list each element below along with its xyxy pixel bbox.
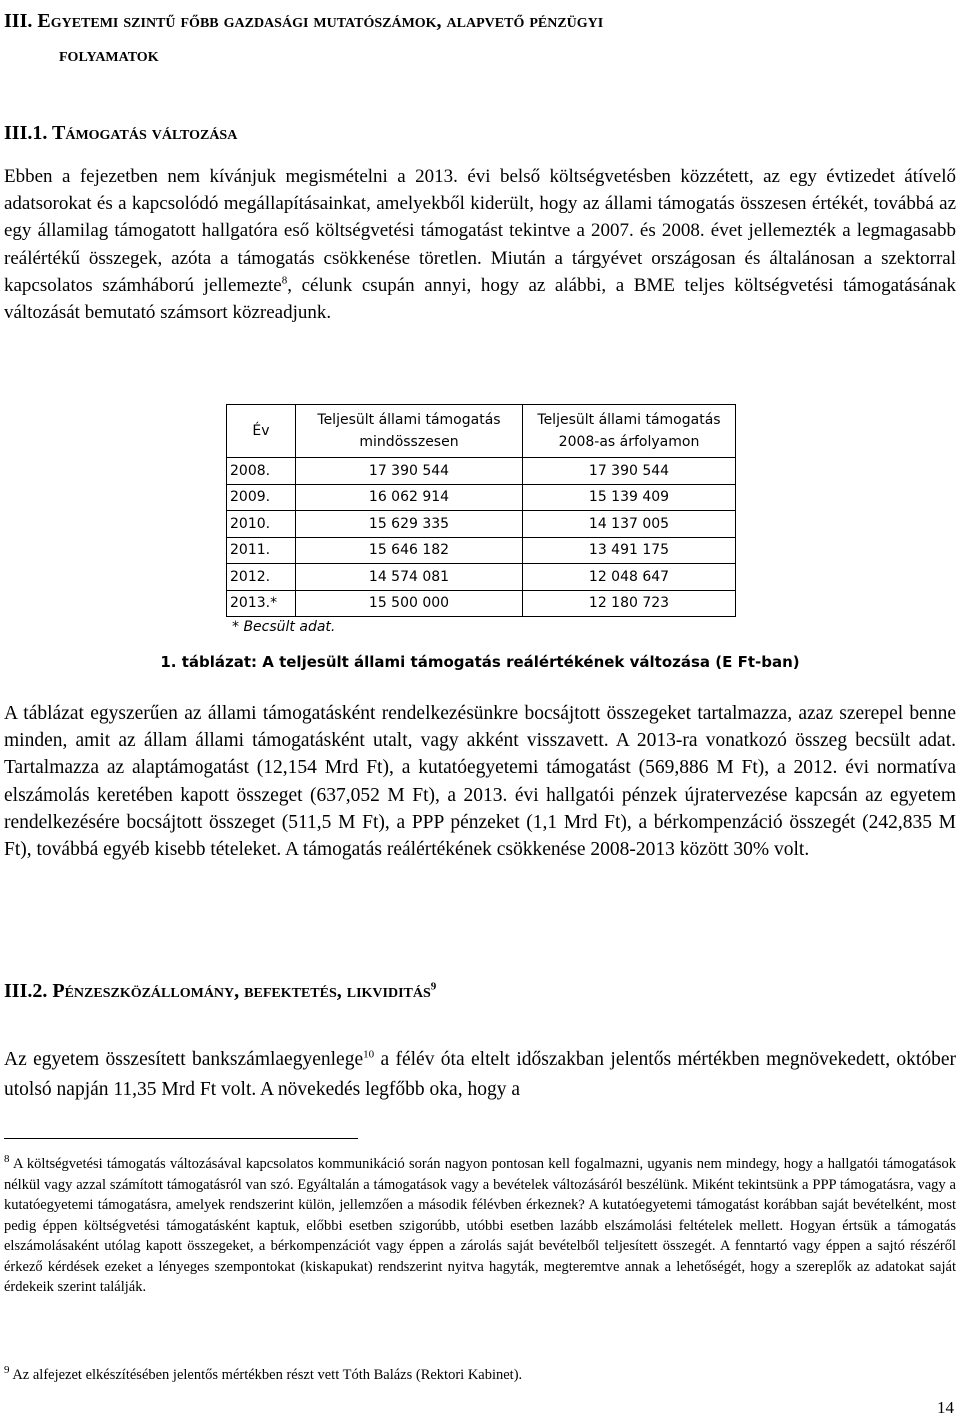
table-cell-real: 17 390 544 [523,458,736,485]
footnote-9-number: 9 [4,1364,10,1377]
table-header-year: Év [227,405,296,458]
table-cell-real: 12 180 723 [523,590,736,617]
table-row [227,511,736,538]
table-row [227,564,736,591]
table-cell-total: 15 629 335 [296,511,523,538]
paragraph-liquidity-part-b: a félév óta eltelt időszakban jelentős mértékben megnövekedett, október utolsó napján 11,35 Mrd Ft volt. A növekedés legfőbb oka, hogy a [4,1049,956,1100]
table-cell-total: 15 646 182 [296,537,523,564]
footnote-ref-8[interactable]: 8 [281,274,288,287]
paragraph-intro-part-c: , célunk csupán annyi, hogy az alábbi, a BME teljes költségvetési támogatásának változását bemutató számsort közreadjunk. [4,274,956,324]
table-cell-real: 15 139 409 [523,484,736,511]
table-row [227,458,736,485]
paragraph-intro-part-a: Ebben a fejezetben nem kívánjuk megismételni a 2013. évi belső költségvetésben közzétett, az egy évtizedet átívelő adatsorokat és a kapcsolódó megállapításainkat, amelyekből kiderült, hogy az állami támogatás összesen értékét, továbbá az egy államilag támogatott hallgatóra eső költségvetési támogatást tekintve a 2007. és 2008. évet jellemezték a legmagasabb reálértékű összegek, azóta a támogatás csökkenése töretlen. [4,166,956,269]
chapter-heading [4,4,944,72]
table-cell-year: 2012. [227,564,296,591]
table-header-row [227,405,736,458]
table-cell-year: 2011. [227,537,296,564]
chapter-heading-line1: III. Egyetemi szintű főbb gazdasági mutatószámok, alapvető pénzügyi [4,10,604,32]
section-heading-3-2-text: III.2. Pénzeszközállomány, befektetés, likviditás [4,980,431,1002]
footnote-9 [4,1365,956,1386]
table-cell-real: 14 137 005 [523,511,736,538]
table-cell-total: 15 500 000 [296,590,523,617]
paragraph-liquidity-part-a: Az egyetem összesített bankszámlaegyenlege [4,1049,364,1070]
footnote-ref-9[interactable]: 9 [430,980,437,993]
section-heading-3-2 [4,980,436,1003]
paragraph-intro [4,163,956,326]
table-header-total: Teljesült állami támogatás mindösszesen [296,405,523,458]
footnote-8-number: 8 [4,1153,10,1166]
table-cell-total: 17 390 544 [296,458,523,485]
table-header-2008-prices: Teljesült állami támogatás 2008-as árfolyamon [523,405,736,458]
paragraph-intro-part-b: Miután a tárgyévet országosan és általánosan a szektorral kapcsolatos számháború jellemezte [4,247,957,296]
table-cell-year: 2009. [227,484,296,511]
table-cell-year: 2010. [227,511,296,538]
section-heading-3-1: III.1. Támogatás változása [4,122,238,144]
footnote-separator [4,1138,358,1139]
table-row [227,590,736,617]
footnote-8 [4,1154,956,1298]
footnote-ref-10[interactable]: 10 [363,1048,375,1061]
support-table-wrapper [226,404,736,617]
footnote-9-text: Az alfejezet elkészítésében jelentős mértékben részt vett Tóth Balázs (Rektori Kabinet). [9,1367,523,1383]
paragraph-table-explanation: A táblázat egyszerűen az állami támogatásként rendelkezésünkre bocsájtott összegeket tartalmazza, azaz szerepel benne minden, amit az állam állami támogatásként utalt, vagy akként visszavett. A 2013-ra vonatkozó összeg becsült adat. Tartalmazza az alaptámogatást (12,154 Mrd Ft), a kutatóegyetemi támogatást (569,886 M Ft), a 2012. évi normatíva elszámolás keretében kapott összeget (637,052 M Ft), a 2013. évi hallgatói pénzek újratervezése kapcsán az egyetem rendelkezésére bocsájtott összeget (511,5 M Ft), a PPP pénzeket (1,1 Mrd Ft), a bérkompenzáció összegét (242,835 M Ft), továbbá egyéb kisebb tételeket. A támogatás reálértékének csökkenése 2008-2013 között 30% volt. [4,703,956,861]
table-row [227,484,736,511]
table-cell-year: 2013.* [227,590,296,617]
footnote-8-text: A költségvetési támogatás változásával kapcsolatos kommunikáció során nagyon pontosan kell fogalmazni, ugyanis nem mindegy, hogy a hallgatói támogatások nélkül vagy azzal számított támogatásról van szó. Egyáltalán a támogatások vagy a bevételek változásáról beszélünk. Miként tekintsünk a PPP támogatásra, vagy a kutatóegyetemi támogatásra, amelyek rendszerint külön, jellemzően a második félévben érkeznek? A kutatóegyetemi támogatást korábban saját bevételként, most pedig éppen költségvetési támogatásként kaptuk, előbbi esetben szigorúbb, utóbbi esetben lazább elszámolási feltételek mellett. Hogyan értsük a támogatás elszámolásaként utólag kapott összegeket, a bérkompenzációt vagy éppen a zárolás saját bevételből teljesített összegét. A fenntartó vagy éppen a sajtó részéről érkező kérdések ezeket a lényeges szempontokat (kiskapukat) rendszerint nyitva hagyták, megteremtve annak a lehetőségét, hogy a szereplők az adatokat saját érdekeik szerint találják. [4,1156,956,1295]
paragraph-liquidity [4,1045,956,1105]
table-cell-total: 16 062 914 [296,484,523,511]
table-row [227,537,736,564]
support-table [226,404,736,617]
table-cell-year: 2008. [227,458,296,485]
table-caption: 1. táblázat: A teljesült állami támogatás reálértékének változása (E Ft-ban) [160,653,800,671]
chapter-heading-line2: folyamatok [59,44,159,66]
table-note: * Becsült adat. [232,619,336,635]
page-number: 14 [937,1398,954,1417]
table-cell-real: 12 048 647 [523,564,736,591]
table-cell-total: 14 574 081 [296,564,523,591]
table-cell-real: 13 491 175 [523,537,736,564]
